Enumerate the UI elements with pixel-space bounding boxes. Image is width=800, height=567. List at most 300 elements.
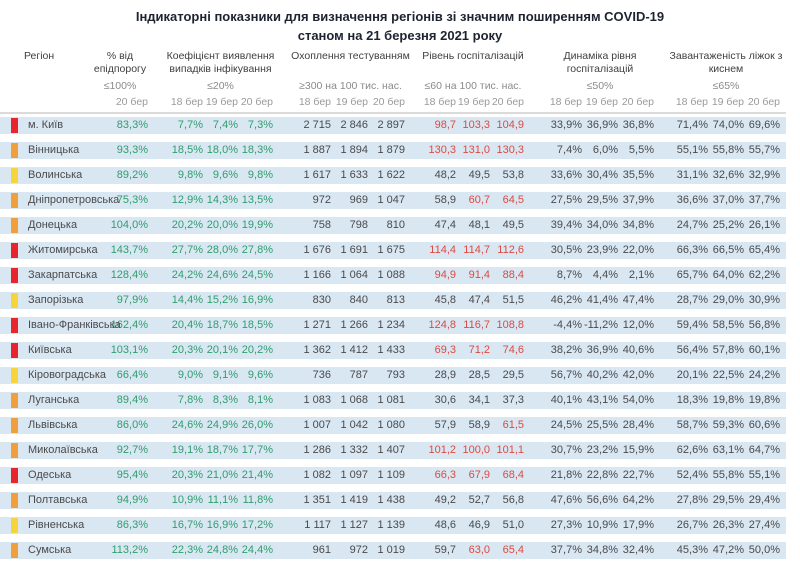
status-color-bar	[11, 193, 18, 208]
hospitalization-dynamics-value: 2,1%	[628, 269, 654, 281]
status-color-bar	[11, 343, 18, 358]
oxygen-bed-occupancy-value: 26,7%	[676, 519, 708, 531]
status-color-bar	[11, 468, 18, 483]
table-row	[0, 217, 786, 234]
oxygen-bed-occupancy-value: 29,5%	[712, 494, 744, 506]
hospitalization-level-value: 67,9	[468, 469, 490, 481]
table-row	[0, 167, 786, 184]
status-color-bar	[11, 418, 18, 433]
testing-coverage-value: 1 675	[377, 244, 405, 256]
table-row	[0, 542, 786, 559]
oxygen-bed-occupancy-value: 52,4%	[676, 469, 708, 481]
region-name: Луганська	[28, 394, 80, 406]
testing-coverage-value: 1 234	[377, 319, 405, 331]
date-header: 18 бер	[298, 96, 331, 108]
region-name-cell	[0, 217, 110, 234]
column-group-threshold: ≤60 на 100 тис. нас.	[424, 80, 522, 92]
testing-coverage-value: 787	[349, 369, 368, 381]
status-color-bar	[11, 393, 18, 408]
detection-rate-value: 22,3%	[171, 544, 203, 556]
status-color-bar	[11, 118, 18, 133]
status-color-bar	[11, 318, 18, 333]
hospitalization-level-value: 104,9	[496, 119, 524, 131]
column-group-label: Охоплення тестуванням	[291, 50, 410, 62]
column-header-region: Регіон	[24, 50, 55, 62]
oxygen-bed-occupancy-value: 32,6%	[712, 169, 744, 181]
hospitalization-dynamics-value: 7,4%	[556, 144, 582, 156]
date-header: 20 бер	[621, 96, 654, 108]
testing-coverage-value: 810	[386, 219, 405, 231]
oxygen-bed-occupancy-value: 59,4%	[676, 319, 708, 331]
hospitalization-dynamics-value: 40,2%	[586, 369, 618, 381]
detection-rate-value: 24,4%	[241, 544, 273, 556]
region-name-cell	[0, 167, 110, 184]
oxygen-bed-occupancy-value: 71,4%	[676, 119, 708, 131]
region-name: Івано-Франківська	[28, 319, 121, 331]
region-name: Одеська	[28, 469, 72, 481]
hospitalization-level-value: 101,2	[428, 444, 456, 456]
hospitalization-dynamics-value: 64,2%	[622, 494, 654, 506]
hospitalization-level-value: 94,9	[434, 269, 456, 281]
testing-coverage-value: 1 068	[340, 394, 368, 406]
table-row	[0, 517, 786, 534]
testing-coverage-value: 758	[312, 219, 331, 231]
hospitalization-dynamics-value: 54,0%	[622, 394, 654, 406]
hospitalization-level-value: 91,4	[468, 269, 490, 281]
detection-rate-value: 20,1%	[206, 344, 238, 356]
epid-threshold-value: 104,0%	[110, 219, 148, 231]
region-name: Дніпропетровська	[28, 194, 120, 206]
column-group-label: Динаміка рівня госпіталізацій	[563, 50, 637, 75]
hospitalization-dynamics-value: 30,7%	[550, 444, 582, 456]
report-title	[0, 7, 800, 45]
region-name-cell	[0, 467, 110, 484]
testing-coverage-value: 1 007	[303, 419, 331, 431]
hospitalization-dynamics-value: 43,1%	[586, 394, 618, 406]
hospitalization-dynamics-value: 27,5%	[550, 194, 582, 206]
oxygen-bed-occupancy-value: 55,8%	[712, 144, 744, 156]
epid-threshold-value: 103,1%	[110, 344, 148, 356]
oxygen-bed-occupancy-value: 37,0%	[712, 194, 744, 206]
hospitalization-dynamics-value: 8,7%	[556, 269, 582, 281]
hospitalization-dynamics-value: 34,0%	[586, 219, 618, 231]
testing-coverage-value: 1 019	[377, 544, 405, 556]
table-row	[0, 242, 786, 259]
oxygen-bed-occupancy-value: 59,3%	[712, 419, 744, 431]
hospitalization-level-value: 51,0	[502, 519, 524, 531]
hospitalization-dynamics-value: 36,8%	[622, 119, 654, 131]
detection-rate-value: 18,7%	[206, 444, 238, 456]
oxygen-bed-occupancy-value: 64,0%	[712, 269, 744, 281]
epid-threshold-value: 92,7%	[116, 444, 148, 456]
hospitalization-dynamics-value: 47,4%	[622, 294, 654, 306]
testing-coverage-value: 793	[386, 369, 405, 381]
testing-coverage-value: 1 351	[303, 494, 331, 506]
detection-rate-value: 12,9%	[171, 194, 203, 206]
hospitalization-dynamics-value: 36,9%	[586, 344, 618, 356]
oxygen-bed-occupancy-value: 50,0%	[748, 544, 780, 556]
region-name-cell	[0, 542, 110, 559]
hospitalization-dynamics-value: 37,9%	[622, 194, 654, 206]
epid-threshold-value: 86,0%	[116, 419, 148, 431]
testing-coverage-value: 1 082	[303, 469, 331, 481]
hospitalization-level-value: 49,2	[434, 494, 456, 506]
table-row	[0, 342, 786, 359]
detection-rate-value: 15,2%	[206, 294, 238, 306]
hospitalization-dynamics-value: 32,4%	[622, 544, 654, 556]
detection-rate-value: 28,0%	[206, 244, 238, 256]
detection-rate-value: 9,8%	[247, 169, 273, 181]
testing-coverage-value: 1 117	[304, 519, 331, 531]
hospitalization-dynamics-value: 30,5%	[550, 244, 582, 256]
hospitalization-dynamics-value: 6,0%	[592, 144, 618, 156]
hospitalization-level-value: 66,3	[434, 469, 456, 481]
detection-rate-value: 9,6%	[212, 169, 238, 181]
hospitalization-level-value: 65,4	[502, 544, 524, 556]
testing-coverage-value: 1 676	[303, 244, 331, 256]
hospitalization-dynamics-value: 38,2%	[550, 344, 582, 356]
detection-rate-value: 7,3%	[247, 119, 273, 131]
hospitalization-dynamics-value: 34,8%	[586, 544, 618, 556]
testing-coverage-value: 2 897	[377, 119, 405, 131]
detection-rate-value: 7,4%	[212, 119, 238, 131]
column-group-threshold: ≤50%	[586, 80, 614, 92]
testing-coverage-value: 1 286	[303, 444, 331, 456]
detection-rate-value: 20,2%	[171, 219, 203, 231]
hospitalization-dynamics-value: 56,6%	[586, 494, 618, 506]
hospitalization-level-value: 61,5	[502, 419, 524, 431]
column-group-hospitalization-level	[413, 50, 533, 92]
testing-coverage-value: 1 166	[303, 269, 331, 281]
hospitalization-level-value: 30,6	[434, 394, 456, 406]
hospitalization-dynamics-value: -11,2%	[583, 319, 618, 331]
hospitalization-dynamics-value: -4,4%	[553, 319, 582, 331]
table-row	[0, 492, 786, 509]
hospitalization-level-value: 56,8	[502, 494, 524, 506]
detection-rate-value: 24,2%	[171, 269, 203, 281]
hospitalization-level-value: 74,6	[502, 344, 524, 356]
region-name-cell	[0, 517, 110, 534]
testing-coverage-value: 1 064	[340, 269, 368, 281]
testing-coverage-value: 1 332	[340, 444, 368, 456]
testing-coverage-value: 961	[312, 544, 331, 556]
testing-coverage-value: 2 846	[340, 119, 368, 131]
detection-rate-value: 8,3%	[212, 394, 238, 406]
hospitalization-dynamics-value: 34,8%	[622, 219, 654, 231]
hospitalization-dynamics-value: 56,7%	[550, 369, 582, 381]
hospitalization-level-value: 49,5	[502, 219, 524, 231]
date-header: 18 бер	[675, 96, 708, 108]
epid-threshold-value: 128,4%	[110, 269, 148, 281]
oxygen-bed-occupancy-value: 20,1%	[676, 369, 708, 381]
status-color-bar	[11, 543, 18, 558]
oxygen-bed-occupancy-value: 62,2%	[748, 269, 780, 281]
region-name-cell	[0, 417, 110, 434]
detection-rate-value: 20,3%	[171, 469, 203, 481]
testing-coverage-value: 2 715	[303, 119, 331, 131]
date-header: 19 бер	[205, 96, 238, 108]
testing-coverage-value: 798	[349, 219, 368, 231]
header-separator-line	[0, 112, 786, 114]
detection-rate-value: 13,5%	[241, 194, 273, 206]
testing-coverage-value: 1 088	[377, 269, 405, 281]
status-color-bar	[11, 168, 18, 183]
hospitalization-level-value: 103,3	[462, 119, 490, 131]
table-row	[0, 192, 786, 209]
detection-rate-value: 14,4%	[171, 294, 203, 306]
report-title-line2: станом на 21 березня 2021 року	[297, 28, 503, 43]
column-group-label: % від епідпорогу	[93, 50, 147, 75]
column-group-label: Коефіцієнт виявлення випадків інфікування	[166, 50, 275, 75]
testing-coverage-value: 1 412	[340, 344, 368, 356]
oxygen-bed-occupancy-value: 69,6%	[748, 119, 780, 131]
hospitalization-level-value: 34,1	[468, 394, 490, 406]
hospitalization-level-value: 58,9	[468, 419, 490, 431]
testing-coverage-value: 1 127	[340, 519, 368, 531]
region-name: Запорізька	[28, 294, 84, 306]
hospitalization-dynamics-value: 41,4%	[586, 294, 618, 306]
table-row	[0, 367, 786, 384]
hospitalization-dynamics-value: 10,9%	[586, 519, 618, 531]
status-color-bar	[11, 368, 18, 383]
oxygen-bed-occupancy-value: 66,3%	[676, 244, 708, 256]
detection-rate-value: 18,5%	[171, 144, 203, 156]
epid-threshold-value: 113,2%	[111, 544, 148, 556]
region-name: Вінницька	[28, 144, 80, 156]
hospitalization-level-value: 46,9	[468, 519, 490, 531]
status-color-bar	[11, 243, 18, 258]
oxygen-bed-occupancy-value: 29,4%	[748, 494, 780, 506]
hospitalization-level-value: 49,5	[468, 169, 490, 181]
testing-coverage-value: 1 080	[377, 419, 405, 431]
testing-coverage-value: 1 042	[340, 419, 368, 431]
testing-coverage-value: 1 691	[340, 244, 368, 256]
detection-rate-value: 9,0%	[177, 369, 203, 381]
testing-coverage-value: 1 083	[303, 394, 331, 406]
testing-coverage-value: 813	[386, 294, 405, 306]
hospitalization-level-value: 131,0	[462, 144, 490, 156]
oxygen-bed-occupancy-value: 24,2%	[748, 369, 780, 381]
testing-coverage-value: 1 894	[340, 144, 368, 156]
oxygen-bed-occupancy-value: 28,7%	[676, 294, 708, 306]
oxygen-bed-occupancy-value: 19,8%	[712, 394, 744, 406]
testing-coverage-value: 1 407	[377, 444, 405, 456]
hospitalization-dynamics-value: 30,4%	[586, 169, 618, 181]
testing-coverage-value: 1 139	[377, 519, 405, 531]
epid-threshold-value: 162,4%	[110, 319, 148, 331]
hospitalization-dynamics-value: 5,5%	[628, 144, 654, 156]
hospitalization-dynamics-value: 28,4%	[622, 419, 654, 431]
detection-rate-value: 9,1%	[212, 369, 238, 381]
region-name: Закарпатська	[28, 269, 98, 281]
column-group-detection-rate	[158, 50, 283, 92]
hospitalization-dynamics-value: 21,8%	[550, 469, 582, 481]
oxygen-bed-occupancy-value: 18,3%	[676, 394, 708, 406]
hospitalization-level-value: 130,3	[428, 144, 456, 156]
column-group-threshold: ≤100%	[103, 80, 137, 92]
epid-threshold-value: 93,3%	[116, 144, 148, 156]
oxygen-bed-occupancy-value: 19,8%	[748, 394, 780, 406]
detection-rate-value: 14,3%	[206, 194, 238, 206]
table-row	[0, 442, 786, 459]
region-name: Київська	[28, 344, 72, 356]
status-color-bar	[11, 143, 18, 158]
table-row	[0, 117, 786, 134]
region-name-cell	[0, 267, 110, 284]
testing-coverage-value: 1 097	[340, 469, 368, 481]
hospitalization-level-value: 114,7	[463, 244, 490, 256]
testing-coverage-value: 1 633	[340, 169, 368, 181]
detection-rate-value: 8,1%	[247, 394, 273, 406]
detection-rate-value: 11,8%	[242, 494, 273, 506]
testing-coverage-value: 972	[349, 544, 368, 556]
oxygen-bed-occupancy-value: 37,7%	[748, 194, 780, 206]
status-color-bar	[11, 443, 18, 458]
region-name: Рівненська	[28, 519, 85, 531]
date-header: 20 бер	[491, 96, 524, 108]
detection-rate-value: 18,3%	[241, 144, 273, 156]
hospitalization-dynamics-value: 22,0%	[622, 244, 654, 256]
date-header: 20 бер	[372, 96, 405, 108]
detection-rate-value: 9,8%	[177, 169, 203, 181]
hospitalization-level-value: 88,4	[502, 269, 524, 281]
hospitalization-dynamics-value: 17,9%	[622, 519, 654, 531]
oxygen-bed-occupancy-value: 65,7%	[676, 269, 708, 281]
hospitalization-level-value: 63,0	[468, 544, 490, 556]
region-name: Кіровоградська	[28, 369, 106, 381]
region-name-cell	[0, 142, 110, 159]
status-color-bar	[11, 518, 18, 533]
column-group-oxygen-bed-occupancy	[666, 50, 786, 92]
hospitalization-level-value: 69,3	[434, 344, 456, 356]
hospitalization-level-value: 48,6	[434, 519, 456, 531]
hospitalization-level-value: 60,7	[468, 194, 490, 206]
testing-coverage-value: 1 081	[377, 394, 405, 406]
hospitalization-dynamics-value: 12,0%	[622, 319, 654, 331]
detection-rate-value: 19,9%	[241, 219, 273, 231]
column-group-hospitalization-dynamics	[540, 50, 660, 92]
oxygen-bed-occupancy-value: 58,5%	[712, 319, 744, 331]
hospitalization-level-value: 64,5	[502, 194, 524, 206]
region-name: Сумська	[28, 544, 72, 556]
testing-coverage-value: 1 109	[377, 469, 405, 481]
oxygen-bed-occupancy-value: 55,7%	[748, 144, 780, 156]
detection-rate-value: 27,7%	[171, 244, 203, 256]
oxygen-bed-occupancy-value: 62,6%	[676, 444, 708, 456]
testing-coverage-value: 1 271	[303, 319, 331, 331]
date-header: 18 бер	[549, 96, 582, 108]
hospitalization-dynamics-value: 23,9%	[586, 244, 618, 256]
hospitalization-level-value: 28,9	[434, 369, 456, 381]
hospitalization-dynamics-value: 27,3%	[550, 519, 582, 531]
epid-threshold-value: 89,2%	[116, 169, 148, 181]
detection-rate-value: 24,6%	[171, 419, 203, 431]
status-color-bar	[11, 268, 18, 283]
table-row	[0, 467, 786, 484]
epid-threshold-value: 97,9%	[116, 294, 148, 306]
column-group-epid-threshold	[85, 50, 155, 92]
hospitalization-level-value: 114,4	[429, 244, 456, 256]
hospitalization-dynamics-value: 39,4%	[550, 219, 582, 231]
oxygen-bed-occupancy-value: 65,4%	[748, 244, 780, 256]
oxygen-bed-occupancy-value: 55,1%	[676, 144, 708, 156]
hospitalization-level-value: 37,3	[502, 394, 524, 406]
date-header: 19 бер	[335, 96, 368, 108]
detection-rate-value: 17,2%	[241, 519, 273, 531]
status-color-bar	[11, 218, 18, 233]
region-name: Житомирська	[28, 244, 98, 256]
testing-coverage-value: 1 047	[377, 194, 405, 206]
detection-rate-value: 18,5%	[241, 319, 273, 331]
hospitalization-level-value: 29,5	[502, 369, 524, 381]
region-name: Полтавська	[28, 494, 88, 506]
detection-rate-value: 24,9%	[206, 419, 238, 431]
region-name: Львівська	[28, 419, 78, 431]
oxygen-bed-occupancy-value: 55,8%	[712, 469, 744, 481]
detection-rate-value: 11,1%	[207, 494, 238, 506]
testing-coverage-value: 736	[312, 369, 331, 381]
hospitalization-level-value: 47,4	[434, 219, 456, 231]
detection-rate-value: 18,7%	[206, 319, 238, 331]
oxygen-bed-occupancy-value: 60,1%	[748, 344, 780, 356]
testing-coverage-value: 1 433	[377, 344, 405, 356]
hospitalization-dynamics-value: 33,6%	[550, 169, 582, 181]
region-name-cell	[0, 492, 110, 509]
testing-coverage-value: 1 879	[377, 144, 405, 156]
hospitalization-dynamics-value: 37,7%	[550, 544, 582, 556]
hospitalization-dynamics-value: 29,5%	[586, 194, 618, 206]
oxygen-bed-occupancy-value: 64,7%	[748, 444, 780, 456]
oxygen-bed-occupancy-value: 60,6%	[748, 419, 780, 431]
table-row	[0, 142, 786, 159]
hospitalization-dynamics-value: 25,5%	[586, 419, 618, 431]
detection-rate-value: 16,9%	[241, 294, 273, 306]
hospitalization-dynamics-value: 15,9%	[622, 444, 654, 456]
oxygen-bed-occupancy-value: 45,3%	[676, 544, 708, 556]
region-name: Донецька	[28, 219, 78, 231]
detection-rate-value: 21,0%	[206, 469, 238, 481]
hospitalization-level-value: 100,0	[462, 444, 490, 456]
hospitalization-dynamics-value: 40,1%	[550, 394, 582, 406]
testing-coverage-value: 1 266	[340, 319, 368, 331]
testing-coverage-value: 1 887	[303, 144, 331, 156]
detection-rate-value: 19,1%	[171, 444, 203, 456]
detection-rate-value: 26,0%	[241, 419, 273, 431]
hospitalization-level-value: 52,7	[468, 494, 490, 506]
detection-rate-value: 20,2%	[241, 344, 273, 356]
column-group-threshold: ≤65%	[712, 80, 740, 92]
oxygen-bed-occupancy-value: 74,0%	[712, 119, 744, 131]
epid-threshold-value: 94,9%	[116, 494, 148, 506]
detection-rate-value: 20,4%	[171, 319, 203, 331]
detection-rate-value: 16,7%	[171, 519, 203, 531]
epid-threshold-value: 66,4%	[116, 369, 148, 381]
column-group-label: Рівень госпіталізацій	[422, 50, 524, 62]
hospitalization-level-value: 98,7	[434, 119, 456, 131]
epid-threshold-value: 89,4%	[116, 394, 148, 406]
oxygen-bed-occupancy-value: 57,8%	[712, 344, 744, 356]
detection-rate-value: 9,6%	[247, 369, 273, 381]
testing-coverage-value: 1 362	[303, 344, 331, 356]
oxygen-bed-occupancy-value: 36,6%	[676, 194, 708, 206]
testing-coverage-value: 1 419	[340, 494, 368, 506]
detection-rate-value: 17,7%	[241, 444, 273, 456]
date-header: 18 бер	[423, 96, 456, 108]
date-header: 19 бер	[711, 96, 744, 108]
hospitalization-level-value: 48,1	[468, 219, 490, 231]
region-name-cell	[0, 367, 110, 384]
hospitalization-dynamics-value: 33,9%	[550, 119, 582, 131]
